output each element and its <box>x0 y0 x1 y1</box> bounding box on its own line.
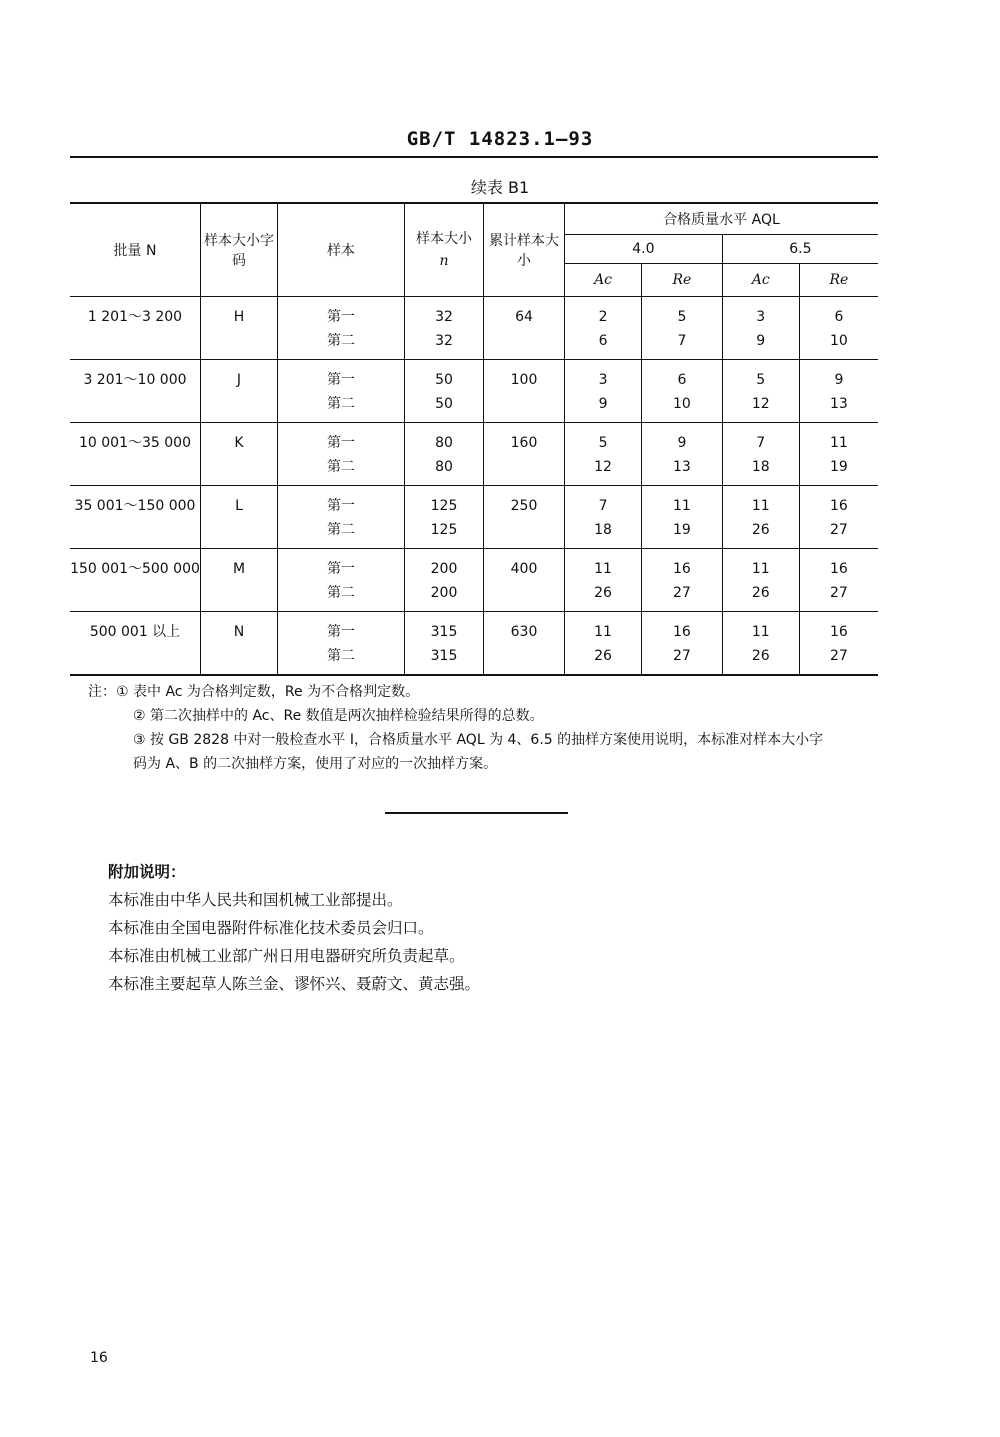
cell-lot-size: 35 001～150 000 <box>70 486 201 549</box>
header-code-letter: 样本大小字码 <box>201 203 278 297</box>
addendum <box>108 858 808 998</box>
cell-re-4-0: 9 13 <box>642 423 723 486</box>
table-caption: 续表 B1 <box>470 178 530 197</box>
header-aql: 合格质量水平 AQL <box>565 203 879 235</box>
cell-ac-4-0: 2 6 <box>565 297 642 360</box>
header-re: Re <box>642 264 723 297</box>
cell-sample-size: 315 315 <box>405 612 484 676</box>
cell-ac-4-0: 11 26 <box>565 612 642 676</box>
table-row <box>70 486 878 549</box>
cell-code-letter: N <box>201 612 278 676</box>
cell-ac-6-5: 7 18 <box>722 423 799 486</box>
cell-lot-size: 150 001～500 000 <box>70 549 201 612</box>
cell-sample: 第一 第二 <box>278 549 405 612</box>
addendum-line: 本标准由机械工业部广州日用电器研究所负责起草。 <box>108 947 465 965</box>
cell-lot-size: 3 201～10 000 <box>70 360 201 423</box>
cell-cumulative: 250 <box>484 486 565 549</box>
cell-lot-size: 1 201～3 200 <box>70 297 201 360</box>
addendum-title: 附加说明： <box>108 863 186 881</box>
cell-lot-size: 500 001 以上 <box>70 612 201 676</box>
cell-cumulative: 400 <box>484 549 565 612</box>
cell-ac-4-0: 5 12 <box>565 423 642 486</box>
cell-code-letter: H <box>201 297 278 360</box>
cell-re-4-0: 5 7 <box>642 297 723 360</box>
cell-ac-4-0: 7 18 <box>565 486 642 549</box>
header-sample: 样本 <box>278 203 405 297</box>
cell-re-6-5: 16 27 <box>799 549 878 612</box>
cell-lot-size: 10 001～35 000 <box>70 423 201 486</box>
table-row <box>70 360 878 423</box>
cell-ac-6-5: 11 26 <box>722 549 799 612</box>
cell-cumulative: 64 <box>484 297 565 360</box>
cell-code-letter: J <box>201 360 278 423</box>
addendum-line: 本标准主要起草人陈兰金、谬怀兴、聂蔚文、黄志强。 <box>108 975 481 993</box>
cell-ac-4-0: 11 26 <box>565 549 642 612</box>
cell-re-4-0: 16 27 <box>642 612 723 676</box>
note-1: 注：① 表中 Ac 为合格判定数，Re 为不合格判定数。 <box>88 684 420 700</box>
cell-re-4-0: 16 27 <box>642 549 723 612</box>
table-row <box>70 612 878 676</box>
cell-ac-6-5: 11 26 <box>722 486 799 549</box>
cell-sample-size: 32 32 <box>405 297 484 360</box>
note-3: ③ 按 GB 2828 中对一般检查水平 I，合格质量水平 AQL 为 4、6.5 的抽样方案使用说明，本标准对样本大小字 <box>133 732 824 748</box>
header-aql-6-5: 6.5 <box>722 235 878 264</box>
addendum-line: 本标准由中华人民共和国机械工业部提出。 <box>108 891 403 909</box>
cell-cumulative: 630 <box>484 612 565 676</box>
cell-sample: 第一 第二 <box>278 486 405 549</box>
header-lot-size: 批量 N <box>70 203 201 297</box>
cell-sample: 第一 第二 <box>278 612 405 676</box>
cell-ac-6-5: 11 26 <box>722 612 799 676</box>
cell-re-4-0: 6 10 <box>642 360 723 423</box>
cell-re-6-5: 9 13 <box>799 360 878 423</box>
cell-re-6-5: 16 27 <box>799 612 878 676</box>
page-number: 16 <box>90 1350 108 1366</box>
header-ac: Ac <box>565 264 642 297</box>
cell-ac-6-5: 3 9 <box>722 297 799 360</box>
cell-sample-size: 125 125 <box>405 486 484 549</box>
table-row <box>70 423 878 486</box>
cell-re-6-5: 6 10 <box>799 297 878 360</box>
header-cumulative: 累计样本大小 <box>484 203 565 297</box>
cell-cumulative: 100 <box>484 360 565 423</box>
standard-code-header: GB/T 14823.1—93 <box>406 128 594 150</box>
note-3-continued: 码为 A、B 的二次抽样方案，使用了对应的一次抽样方案。 <box>133 756 498 772</box>
cell-sample-size: 80 80 <box>405 423 484 486</box>
cell-re-4-0: 11 19 <box>642 486 723 549</box>
cell-re-6-5: 11 19 <box>799 423 878 486</box>
header-ac: Ac <box>722 264 799 297</box>
table-row <box>70 297 878 360</box>
note-2: ② 第二次抽样中的 Ac、Re 数值是两次抽样检验结果所得的总数。 <box>133 708 544 724</box>
cell-sample: 第一 第二 <box>278 297 405 360</box>
cell-sample: 第一 第二 <box>278 360 405 423</box>
cell-re-6-5: 16 27 <box>799 486 878 549</box>
header-aql-4-0: 4.0 <box>565 235 723 264</box>
cell-ac-6-5: 5 12 <box>722 360 799 423</box>
table-row <box>70 549 878 612</box>
cell-sample-size: 50 50 <box>405 360 484 423</box>
cell-sample-size: 200 200 <box>405 549 484 612</box>
cell-code-letter: K <box>201 423 278 486</box>
addendum-line: 本标准由全国电器附件标准化技术委员会归口。 <box>108 919 434 937</box>
table-notes <box>88 680 898 776</box>
header-rule <box>70 156 878 158</box>
cell-code-letter: L <box>201 486 278 549</box>
cell-code-letter: M <box>201 549 278 612</box>
section-divider <box>385 812 568 814</box>
sampling-table <box>70 202 878 676</box>
header-sample-size: 样本大小 n <box>405 203 484 297</box>
cell-ac-4-0: 3 9 <box>565 360 642 423</box>
header-re: Re <box>799 264 878 297</box>
cell-sample: 第一 第二 <box>278 423 405 486</box>
cell-cumulative: 160 <box>484 423 565 486</box>
